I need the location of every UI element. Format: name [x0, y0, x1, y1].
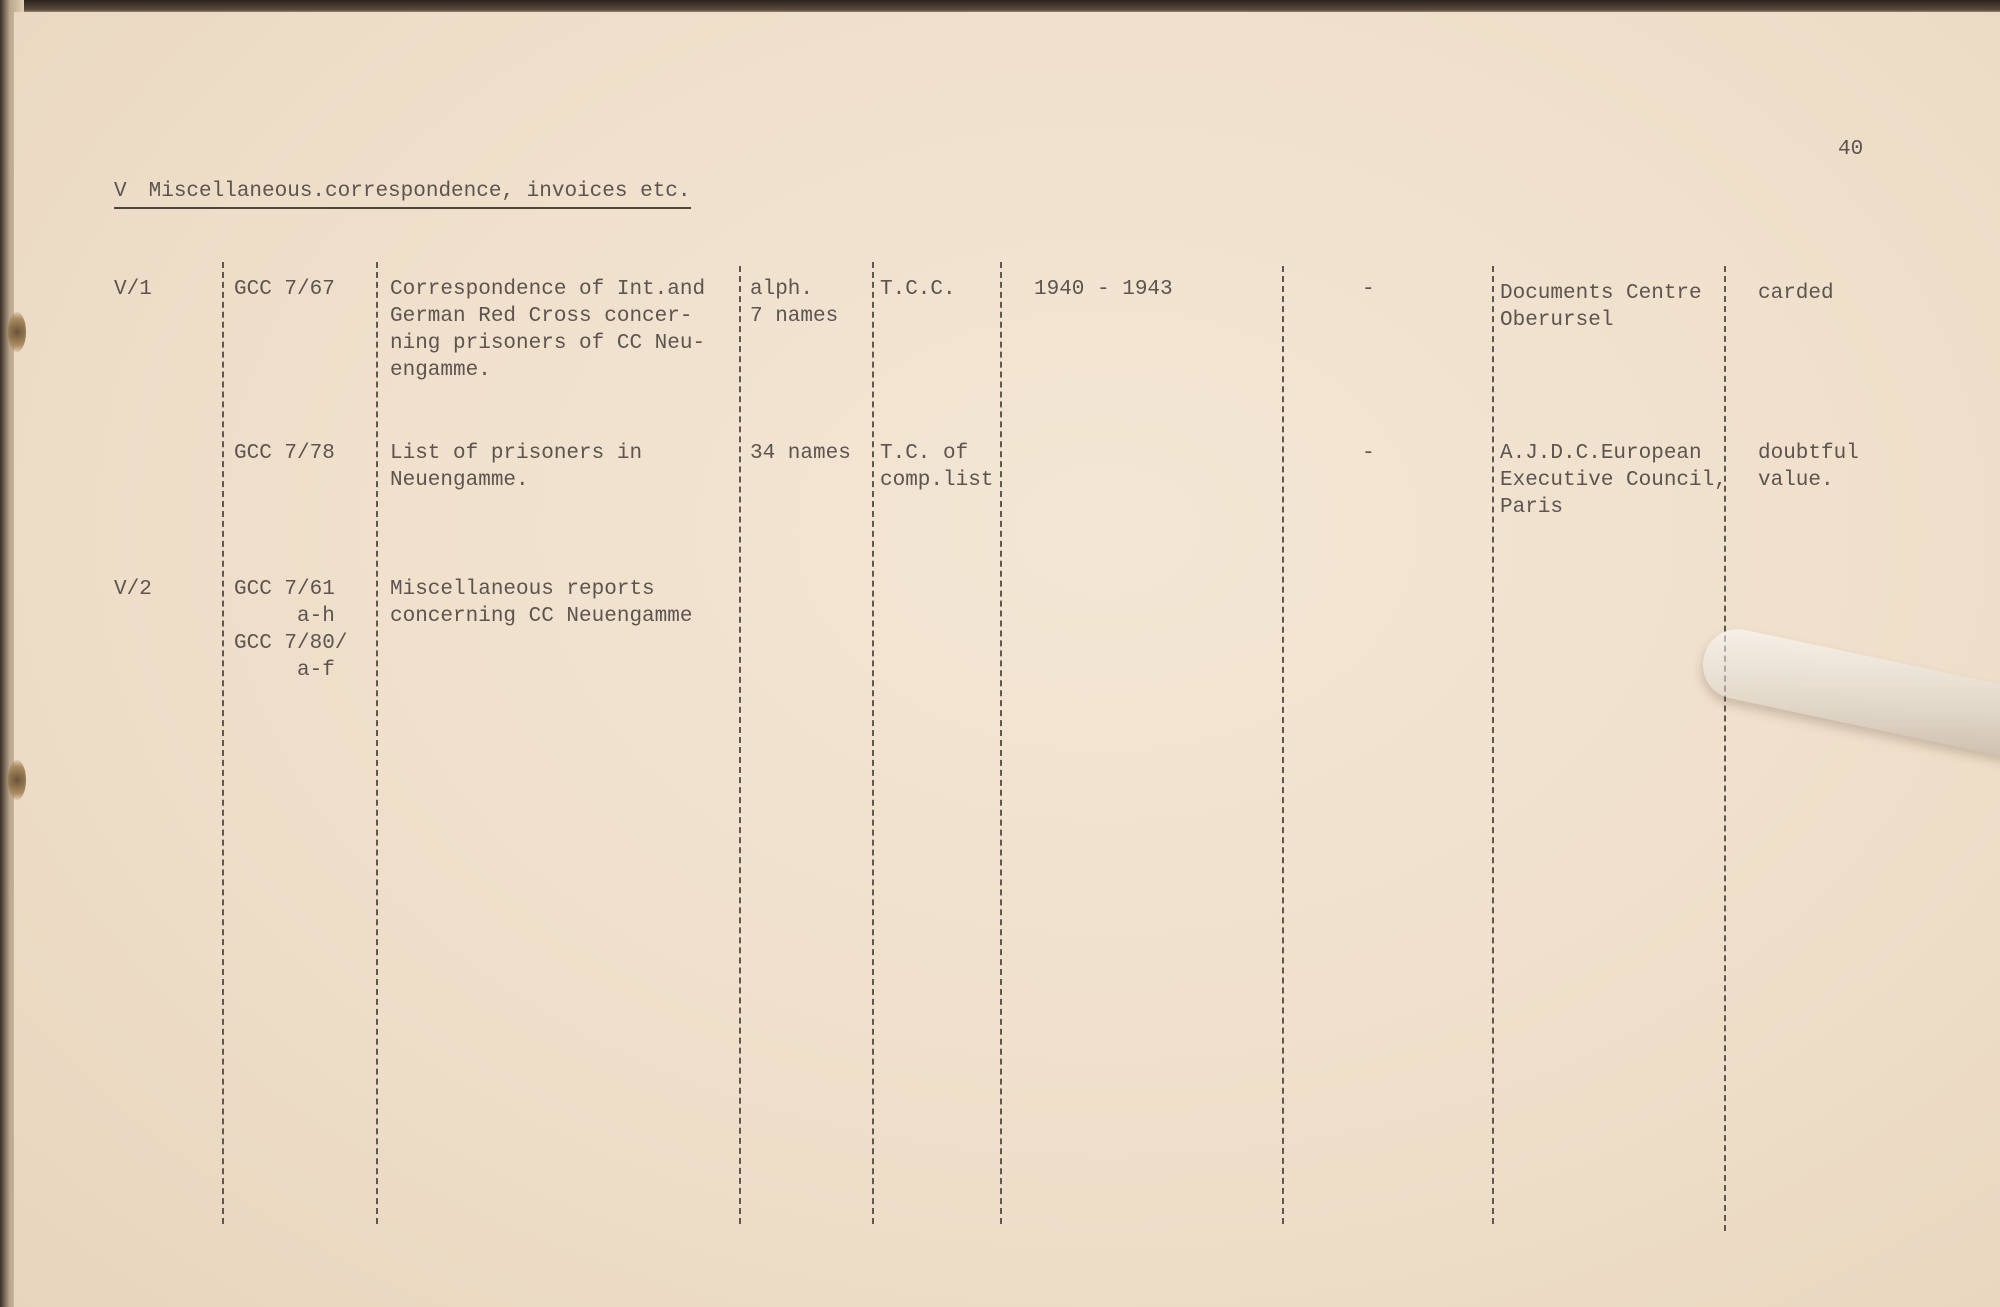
row-remarks: carded [1758, 282, 1834, 305]
section-heading [114, 178, 691, 209]
row-extent: 34 names [750, 442, 851, 465]
row-description: Miscellaneous reports concerning CC Neuengamme [390, 578, 693, 628]
row-ref: V/2 [114, 578, 152, 601]
column-rule-2 [376, 262, 378, 1224]
column-rule-8 [1724, 266, 1726, 1231]
page-number: 40 [1838, 138, 1864, 161]
row-form: T.C.C. [880, 278, 956, 301]
column-rule-3 [739, 266, 741, 1224]
row-dates: 1940 - 1943 [1034, 278, 1173, 301]
section-title: Miscellaneous.correspondence, invoices etc. [148, 180, 691, 203]
row-remarks: doubtful value. [1758, 442, 1859, 492]
column-rule-4 [872, 262, 874, 1224]
column-rule-1 [222, 262, 224, 1224]
binding-hole-top [8, 312, 26, 352]
row-extent: alph. 7 names [750, 278, 839, 328]
binding-hole-bottom [8, 760, 26, 800]
transparent-clip [1697, 623, 2000, 762]
row-dash: - [1362, 278, 1375, 301]
row-description: List of prisoners in Neuengamme. [390, 442, 643, 492]
column-rule-7 [1492, 266, 1494, 1224]
row-ref: V/1 [114, 278, 152, 301]
row-description: Correspondence of Int.and German Red Cross concer- ning prisoners of CC Neu- engamme. [390, 278, 706, 382]
row-code: GCC 7/61 a-h GCC 7/80/ a-f [234, 578, 348, 682]
row-code: GCC 7/67 [234, 278, 335, 301]
document-page [14, 12, 2000, 1307]
row-location: A.J.D.C.European Executive Council, Paris [1500, 442, 1727, 519]
column-rule-5 [1000, 262, 1002, 1224]
row-dash: - [1362, 442, 1375, 465]
row-location: Documents Centre Oberursel [1500, 282, 1702, 332]
row-form: T.C. of comp.list [880, 442, 994, 492]
column-rule-6 [1282, 266, 1284, 1224]
section-number: V [114, 180, 127, 203]
row-code: GCC 7/78 [234, 442, 335, 465]
